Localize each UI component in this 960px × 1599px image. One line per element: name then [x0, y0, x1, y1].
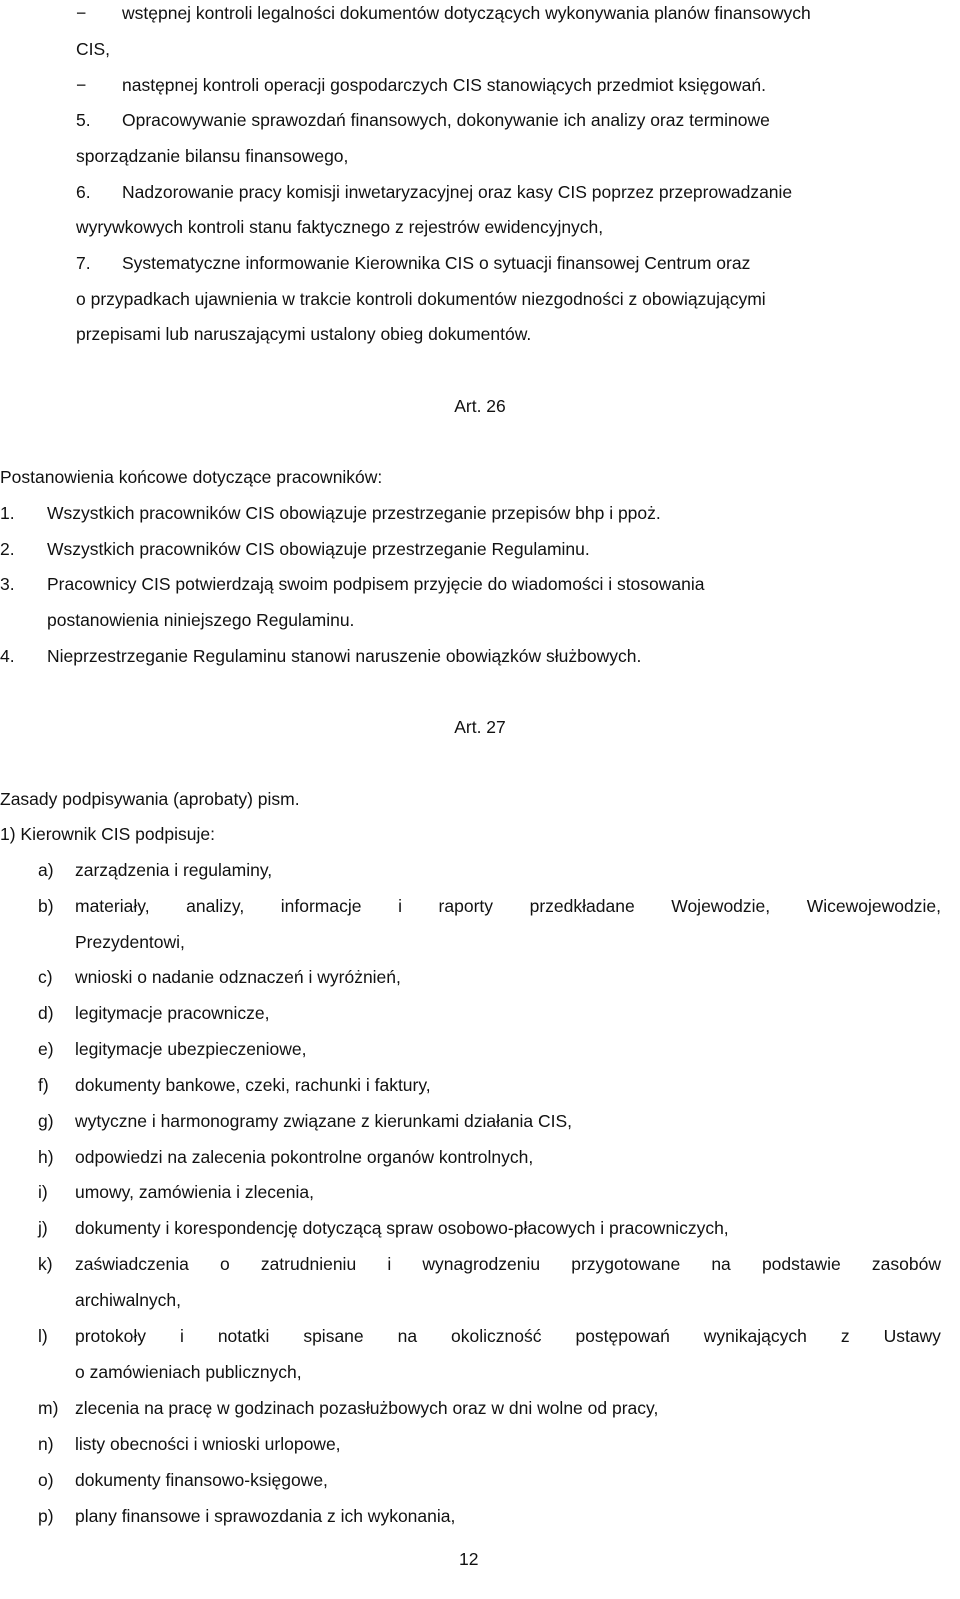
list-text: dokumenty bankowe, czeki, rachunki i faktury, [75, 1075, 431, 1095]
word: i [387, 1254, 392, 1274]
list-text: wytyczne i harmonogramy związane z kierunkami działania CIS, [75, 1111, 573, 1131]
list-marker: j) [38, 1218, 48, 1238]
list-marker: l) [38, 1326, 48, 1346]
list-marker: c) [38, 967, 53, 987]
justified-line [75, 895, 941, 917]
article-26-heading: Art. 26 [454, 396, 506, 416]
list-text: archiwalnych, [75, 1290, 182, 1310]
list-text: legitymacje ubezpieczeniowe, [75, 1039, 307, 1059]
list-text: legitymacje pracownicze, [75, 1003, 270, 1023]
list-text: CIS, [76, 39, 111, 59]
list-marker: − [76, 75, 87, 95]
word: na [711, 1254, 731, 1274]
word: spisane [303, 1326, 364, 1346]
list-marker: m) [38, 1398, 59, 1418]
justified-line [75, 1253, 941, 1275]
list-marker: − [76, 3, 87, 23]
list-text: o przypadkach ujawnienia w trakcie kontroli dokumentów niezgodności z obowiązującymi [76, 289, 766, 309]
list-text: Nadzorowanie pracy komisji inwetaryzacyjnej oraz kasy CIS poprzez przeprowadzanie [122, 182, 793, 202]
list-marker: i) [38, 1182, 48, 1202]
list-marker: o) [38, 1470, 54, 1490]
list-text: następnej kontroli operacji gospodarczych CIS stanowiących przedmiot księgowań. [122, 75, 766, 95]
list-text: plany finansowe i sprawozdania z ich wykonania, [75, 1506, 456, 1526]
list-text: zarządzenia i regulaminy, [75, 860, 273, 880]
word: postępowań [575, 1326, 670, 1346]
list-text: przepisami lub naruszającymi ustalony obieg dokumentów. [76, 324, 532, 344]
justified-line [75, 1325, 941, 1347]
list-marker: d) [38, 1003, 54, 1023]
list-text: o zamówieniach publicznych, [75, 1362, 302, 1382]
list-marker: 1. [0, 503, 15, 523]
word: raporty [438, 896, 494, 916]
list-marker: e) [38, 1039, 54, 1059]
list-marker: 4. [0, 646, 15, 666]
word: wynagrodzeniu [422, 1254, 541, 1274]
word: informacje [280, 896, 362, 916]
word: o [219, 1254, 230, 1274]
list-text: Prezydentowi, [75, 932, 185, 952]
word: na [397, 1326, 418, 1346]
list-text: wstępnej kontroli legalności dokumentów dotyczących wykonywania planów finansowych [122, 3, 811, 23]
list-text: dokumenty i korespondencję dotyczącą spraw osobowo-płacowych i pracowniczych, [75, 1218, 729, 1238]
word: zaświadczenia [75, 1254, 189, 1274]
word: i [398, 896, 402, 916]
list-marker: 6. [76, 182, 91, 202]
word: analizy, [186, 896, 245, 916]
list-text: Nieprzestrzeganie Regulaminu stanowi naruszenie obowiązków służbowych. [47, 646, 642, 666]
word: Wicewojewodzie, [806, 896, 941, 916]
list-text: postanowienia niniejszego Regulaminu. [47, 610, 355, 630]
list-marker: b) [38, 896, 54, 916]
word: Ustawy [883, 1326, 941, 1346]
list-marker: g) [38, 1111, 54, 1131]
article-26-intro: Postanowienia końcowe dotyczące pracowników: [0, 467, 383, 487]
list-marker: a) [38, 860, 54, 880]
list-marker: 5. [76, 110, 91, 130]
list-text: wnioski o nadanie odznaczeń i wyróżnień, [75, 967, 401, 987]
list-text: Systematyczne informowanie Kierownika CIS o sytuacji finansowej Centrum oraz [122, 253, 751, 273]
word: przedkładane [529, 896, 635, 916]
list-text: zlecenia na pracę w godzinach pozasłużbowych oraz w dni wolne od pracy, [75, 1398, 659, 1418]
list-marker: k) [38, 1254, 53, 1274]
word: zasobów [871, 1254, 941, 1274]
word: wynikających [703, 1326, 807, 1346]
list-marker: h) [38, 1147, 54, 1167]
word: z [840, 1326, 850, 1346]
list-text: Wszystkich pracowników CIS obowiązuje przestrzeganie Regulaminu. [47, 539, 590, 559]
article-27-intro: Zasady podpisywania (aprobaty) pism. [0, 789, 300, 809]
list-text: sporządzanie bilansu finansowego, [76, 146, 349, 166]
article-27-heading: Art. 27 [454, 717, 506, 737]
word: notatki [217, 1326, 270, 1346]
list-marker: f) [38, 1075, 49, 1095]
page-number: 12 [459, 1549, 479, 1569]
word: Wojewodzie, [671, 896, 771, 916]
list-text: dokumenty finansowo-księgowe, [75, 1470, 328, 1490]
word: okoliczność [451, 1326, 542, 1346]
word: i [179, 1326, 184, 1346]
list-text: wyrywkowych kontroli stanu faktycznego z rejestrów ewidencyjnych, [76, 217, 604, 237]
article-27-subheading: 1) Kierownik CIS podpisuje: [0, 824, 215, 844]
word: zatrudnieniu [260, 1254, 357, 1274]
list-text: umowy, zamówienia i zlecenia, [75, 1182, 314, 1202]
list-text: odpowiedzi na zalecenia pokontrolne organów kontrolnych, [75, 1147, 534, 1167]
word: materiały, [75, 896, 150, 916]
word: podstawie [761, 1254, 841, 1274]
list-text: listy obecności i wnioski urlopowe, [75, 1434, 341, 1454]
list-marker: p) [38, 1506, 54, 1526]
list-marker: 7. [76, 253, 91, 273]
list-marker: 3. [0, 574, 15, 594]
list-marker: 2. [0, 539, 15, 559]
word: przygotowane [571, 1254, 681, 1274]
word: protokoły [75, 1326, 147, 1346]
list-marker: n) [38, 1434, 54, 1454]
list-text: Pracownicy CIS potwierdzają swoim podpisem przyjęcie do wiadomości i stosowania [47, 574, 705, 594]
list-text: Opracowywanie sprawozdań finansowych, dokonywanie ich analizy oraz terminowe [122, 110, 770, 130]
list-text: Wszystkich pracowników CIS obowiązuje przestrzeganie przepisów bhp i ppoż. [47, 503, 661, 523]
